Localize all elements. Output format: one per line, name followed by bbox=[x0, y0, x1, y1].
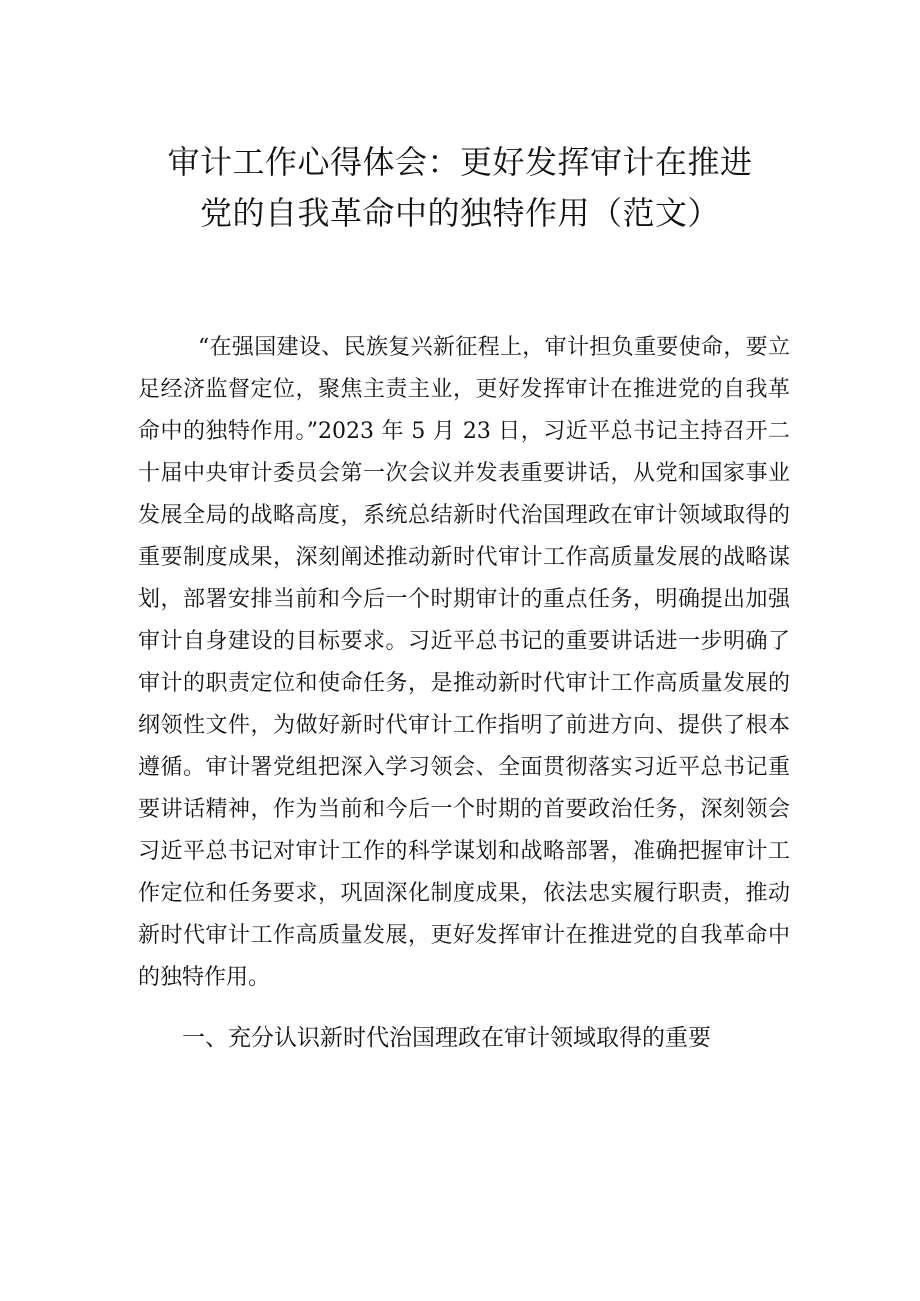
body-paragraph: “在强国建设、民族复兴新征程上，审计担负重要使命，要立足经济监督定位，聚焦主责主业，更好发挥审计在推进党的自我革命中的独特作用。”2023 年 5 月 23 日，习近平总书记主持召开二十届中央审计委员会第一次会议并发表重要讲话，从党和国家事业发展全局的战略高度，系统总结新时代治国理政在审计领域取得的重要制度成果，深刻阐述推动新时代审计工作高质量发展的战略谋划，部署安排当前和今后一个时期审计的重点任务，明确提出加强审计自身建设的目标要求。习近平总书记的重要讲话进一步明确了审计的职责定位和使命任务，是推动新时代审计工作高质量发展的纲领性文件，为做好新时代审计工作指明了前进方向、提供了根本遵循。审计署党组把深入学习领会、全面贯彻落实习近平总书记重要讲话精神，作为当前和今后一个时期的首要政治任务，深刻领会习近平总书记对审计工作的科学谋划和战略部署，准确把握审计工作定位和任务要求，巩固深化制度成果，依法忠实履行职责，推动新时代审计工作高质量发展，更好发挥审计在推进党的自我革命中的独特作用。 bbox=[138, 335, 790, 990]
document-title-line-2: 党的自我革命中的独特作用（范文） bbox=[199, 194, 720, 232]
document-title-line-1: 审计工作心得体会：更好发挥审计在推进 bbox=[167, 143, 753, 181]
section-heading-1: 一、充分认识新时代治国理政在审计领域取得的重要 bbox=[182, 1025, 711, 1051]
